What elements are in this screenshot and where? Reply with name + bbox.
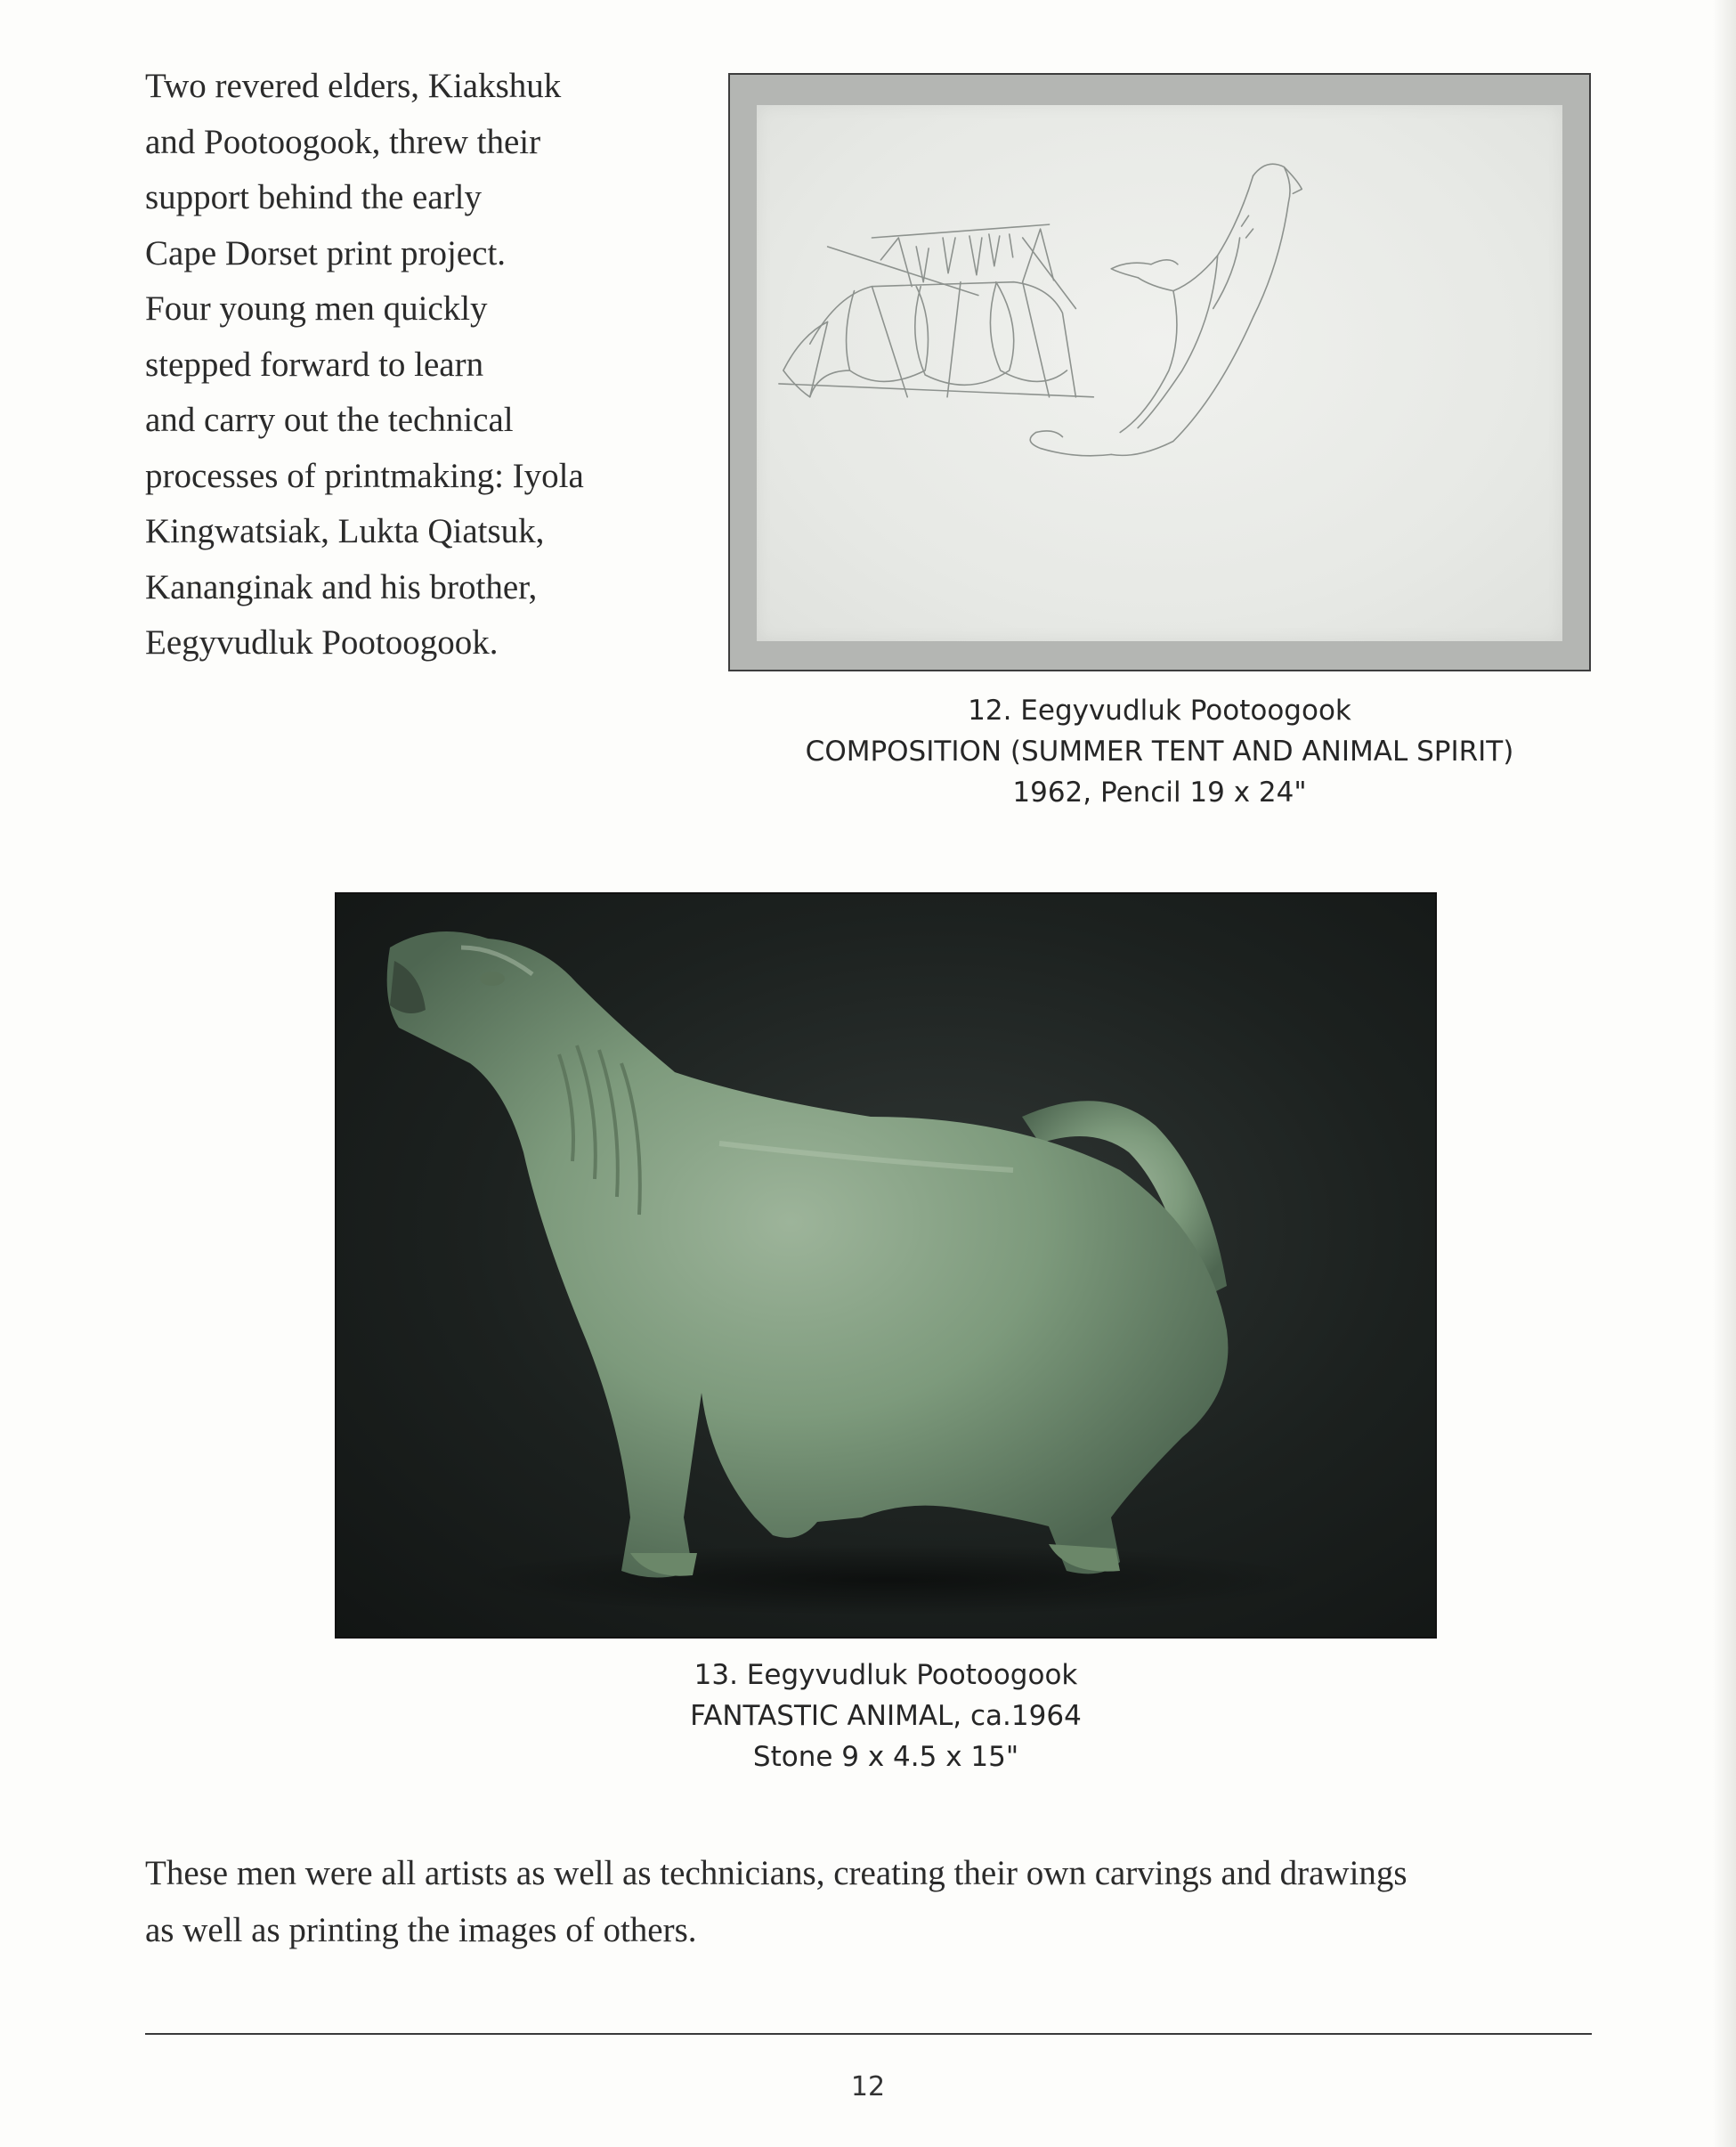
closing-paragraph bbox=[145, 1845, 1570, 1959]
footer-rule bbox=[145, 2033, 1592, 2035]
figure-13-caption bbox=[335, 1655, 1437, 1777]
intro-line: processes of printmaking: Iyola bbox=[145, 456, 584, 495]
summer-tent bbox=[779, 282, 1093, 397]
figure-13-title: FANTASTIC ANIMAL, ca.1964 bbox=[690, 1700, 1082, 1732]
intro-line: Kingwatsiak, Lukta Qiatsuk, bbox=[145, 512, 545, 550]
animal-spirit bbox=[1030, 164, 1302, 456]
intro-line: Four young men quickly bbox=[145, 289, 488, 328]
figure-12-frame bbox=[728, 73, 1591, 671]
intro-line: Two revered elders, Kiakshuk bbox=[145, 67, 562, 105]
figure-12-pencil-drawing bbox=[757, 105, 1562, 641]
figure-12-caption bbox=[728, 690, 1591, 813]
intro-line: and Pootoogook, threw their bbox=[145, 122, 541, 161]
figure-13-artist: 13. Eegyvudluk Pootoogook bbox=[694, 1659, 1078, 1691]
intro-line: Cape Dorset print project. bbox=[145, 233, 507, 272]
figure-12-details: 1962, Pencil 19 x 24" bbox=[1012, 777, 1307, 809]
closing-line: These men were all artists as well as technicians, creating their own carvings and drawings bbox=[145, 1854, 1407, 1892]
intro-line: and carry out the technical bbox=[145, 401, 514, 439]
intro-line: stepped forward to learn bbox=[145, 345, 484, 384]
intro-paragraph bbox=[145, 59, 653, 671]
figure-13-details: Stone 9 x 4.5 x 15" bbox=[752, 1741, 1019, 1773]
drying-line-with-fish bbox=[828, 224, 1076, 308]
figure-12-title: COMPOSITION (SUMMER TENT AND ANIMAL SPIRIT) bbox=[805, 736, 1514, 768]
closing-line: as well as printing the images of others. bbox=[145, 1911, 697, 1949]
figure-12-artist: 12. Eegyvudluk Pootoogook bbox=[968, 695, 1351, 727]
fantastic-animal-sculpture bbox=[387, 931, 1229, 1578]
intro-line: Eegyvudluk Pootoogook. bbox=[145, 623, 499, 662]
intro-line: Kananginak and his brother, bbox=[145, 567, 538, 606]
figure-13-stone-carving-photo bbox=[335, 892, 1437, 1639]
intro-line: support behind the early bbox=[145, 178, 482, 216]
page-number: 12 bbox=[850, 2071, 886, 2102]
page-edge-shadow bbox=[1713, 0, 1736, 2147]
